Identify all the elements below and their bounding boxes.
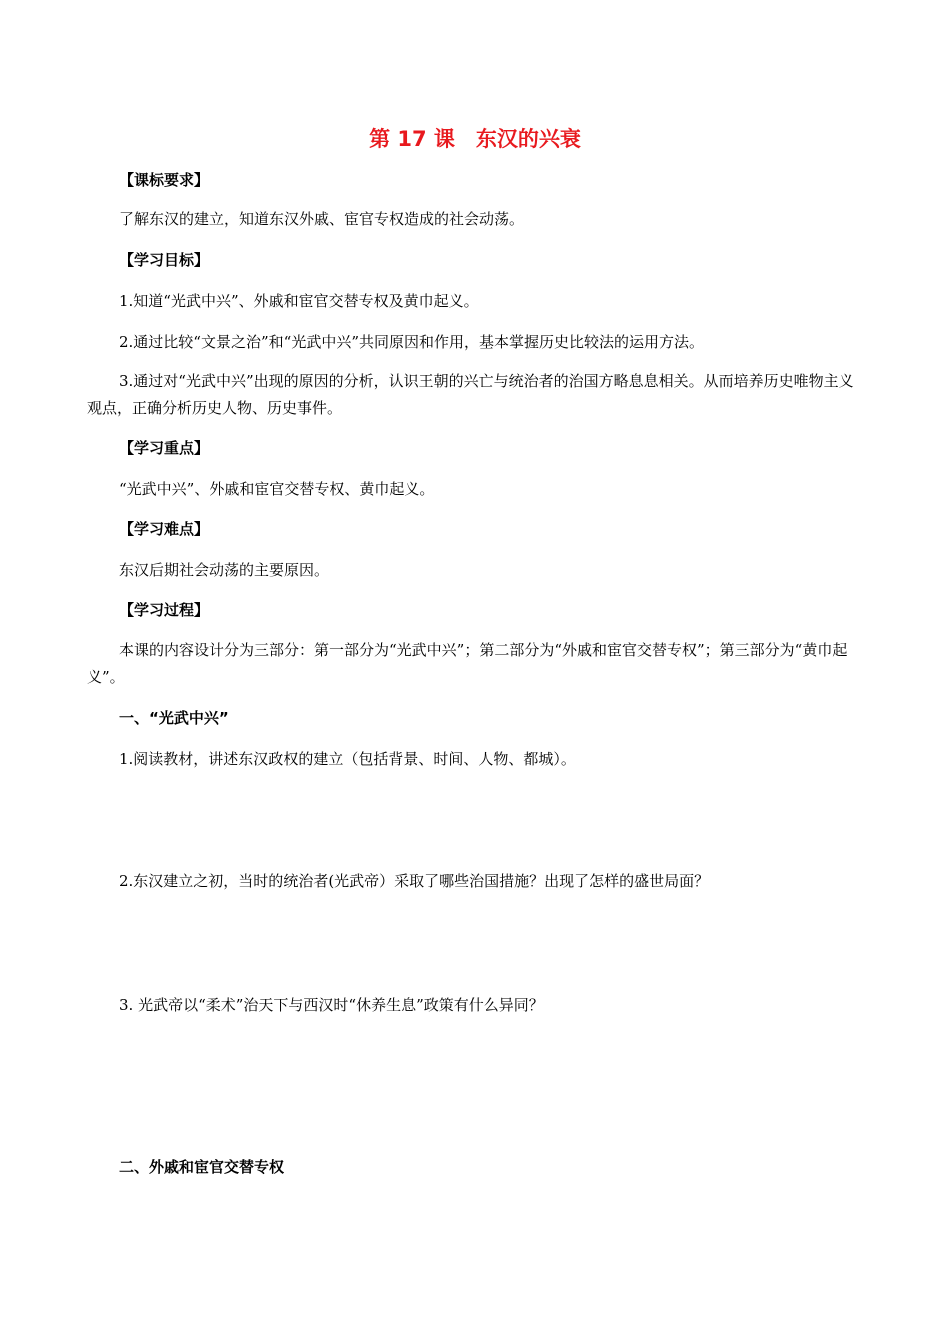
question-3: 3. 光武帝以“柔术”治天下与西汉时“休养生息”政策有什么异同？ xyxy=(119,996,544,1014)
question-1: 1.阅读教材，讲述东汉政权的建立（包括背景、时间、人物、都城）。 xyxy=(119,750,576,768)
section-1-heading: 一、“光武中兴” xyxy=(119,709,229,727)
objective-item-3: 3.通过对“光武中兴”出现的原因的分析，认识王朝的兴亡与统治者的治国方略息息相关。从而培养历史唯物主义观点，正确分析历史人物、历史事件。 xyxy=(87,372,854,417)
difficulties-text: 东汉后期社会动荡的主要原因。 xyxy=(119,561,330,579)
process-text: 本课的内容设计分为三部分：第一部分为“光武中兴”；第二部分为“外戚和宦官交替专权”；第三部分为“黄巾起义”。 xyxy=(87,641,848,686)
objective-item-2: 2.通过比较“文景之治”和“光武中兴”共同原因和作用，基本掌握历史比较法的运用方法。 xyxy=(119,333,704,351)
standards-text: 了解东汉的建立，知道东汉外戚、宦官专权造成的社会动荡。 xyxy=(119,210,525,228)
process-heading: 【学习过程】 xyxy=(119,601,210,619)
objective-item-1: 1.知道“光武中兴”、外戚和宦官交替专权及黄巾起义。 xyxy=(119,292,479,310)
objectives-heading: 【学习目标】 xyxy=(119,251,210,269)
question-2: 2.东汉建立之初，当时的统治者(光武帝）采取了哪些治国措施？出现了怎样的盛世局面？ xyxy=(119,872,710,890)
key-points-text: “光武中兴”、外戚和宦官交替专权、黄巾起义。 xyxy=(119,480,435,498)
key-points-heading: 【学习重点】 xyxy=(119,439,210,457)
document-title: 第 17 课 东汉的兴衰 xyxy=(369,127,581,151)
standards-heading: 【课标要求】 xyxy=(119,171,210,189)
difficulties-heading: 【学习难点】 xyxy=(119,520,210,538)
section-2-heading: 二、外戚和宦官交替专权 xyxy=(119,1158,285,1176)
